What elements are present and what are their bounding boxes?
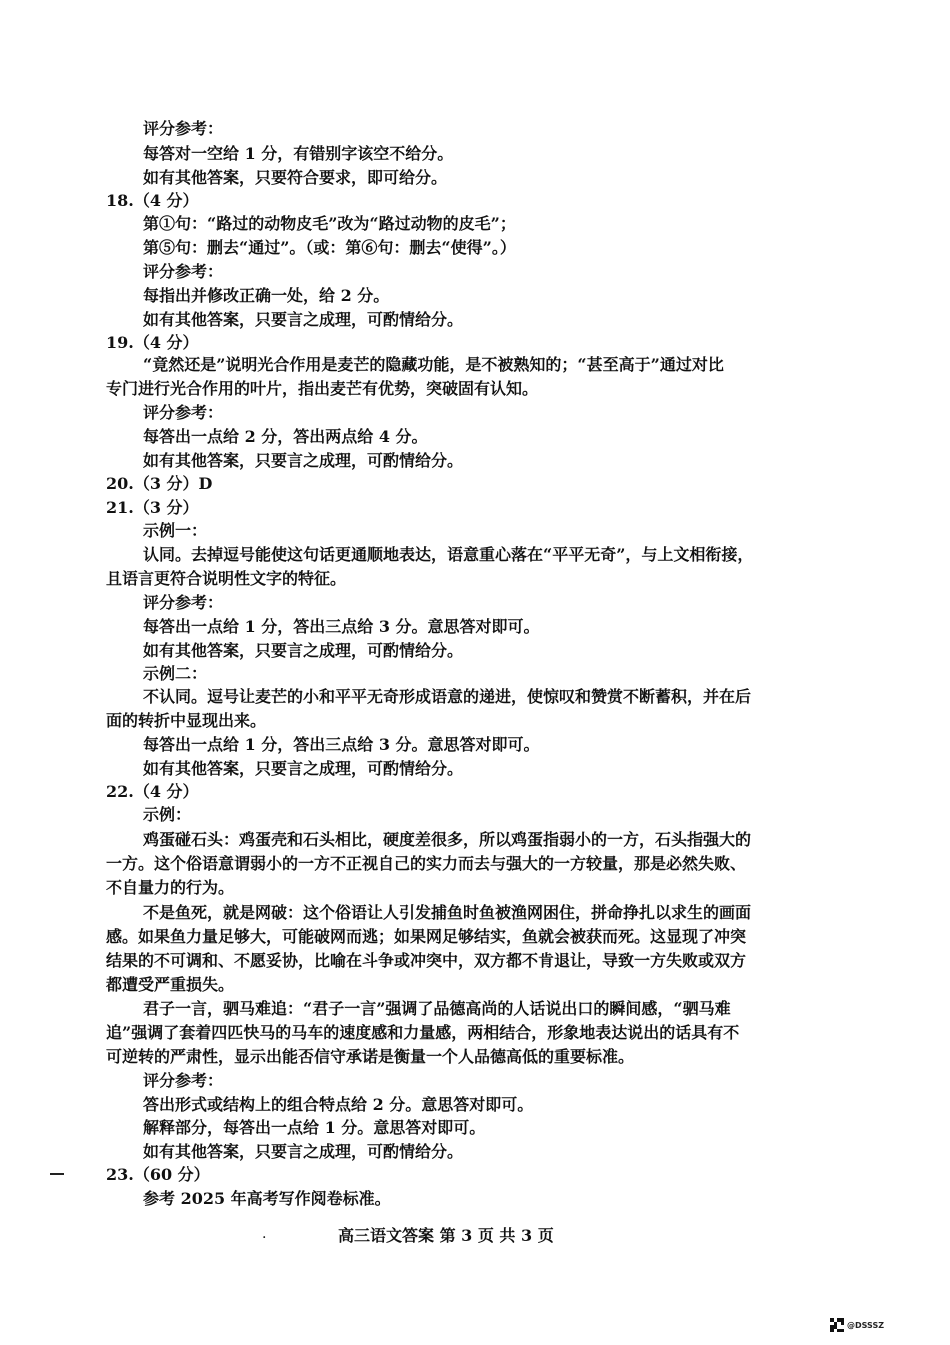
text-line: 如有其他答案，只要言之成理，可酌情给分。 [143,759,464,778]
text-line: 21.（3 分） [106,498,199,517]
text-line: 如有其他答案，只要言之成理，可酌情给分。 [143,1142,464,1161]
text-line: 每答对一空给 1 分，有错别字该空不给分。 [143,144,454,163]
watermark [830,1318,884,1332]
text-line: 不自量力的行为。 [106,878,235,897]
text-line: 认同。去掉逗号能使这句话更通顺地表达，语意重心落在“平平无奇”，与上文相衔接， [143,545,754,564]
text-line: 示例一： [143,521,208,540]
text-line: 每答出一点给 1 分，答出三点给 3 分。意思答对即可。 [143,617,540,636]
text-line: 感。如果鱼力量足够大，可能破网而逃；如果网足够结实，鱼就会被获而死。这显现了冲突 [106,927,747,946]
page-footer: 高三语文答案 第 3 页 共 3 页 [338,1226,554,1245]
text-line: 解释部分，每答出一点给 1 分。意思答对即可。 [143,1118,486,1137]
text-line: 且语言更符合说明性文字的特征。 [106,569,347,588]
text-line: 23.（60 分） [106,1165,210,1184]
text-line: 18.（4 分） [106,191,199,210]
text-line: 如有其他答案，只要符合要求，即可给分。 [143,168,448,187]
text-line: 评分参考： [143,262,224,281]
text-line: 结果的不可调和、不愿妥协，比喻在斗争或冲突中，双方都不肯退让，导致一方失败或双方 [106,951,747,970]
text-line: 评分参考： [143,403,224,422]
text-line: 示例： [143,805,192,824]
text-line: 不认同。逗号让麦芒的小和平平无奇形成语意的递进，使惊叹和赞赏不断蓄积，并在后 [143,687,752,706]
text-line: 20.（3 分）D [106,474,213,493]
text-line: 答出形式或结构上的组合特点给 2 分。意思答对即可。 [143,1095,534,1114]
pen-mark-dash [50,1173,64,1175]
text-line: 评分参考： [143,593,224,612]
text-line: 评分参考： [143,119,224,138]
text-line: 一方。这个俗语意谓弱小的一方不正视自己的实力而去与强大的一方较量，那是必然失败、 [106,854,747,873]
text-line: 每答出一点给 1 分，答出三点给 3 分。意思答对即可。 [143,735,540,754]
text-line: 22.（4 分） [106,782,199,801]
text-line: 参考 2025 年高考写作阅卷标准。 [143,1189,391,1208]
text-line: 第⑤句：删去“通过”。（或：第⑥句：删去“使得”。） [143,238,516,257]
text-line: 每指出并修改正确一处，给 2 分。 [143,286,390,305]
text-line: 如有其他答案，只要言之成理，可酌情给分。 [143,310,464,329]
watermark-text: @DSSSZ [847,1320,885,1330]
text-line: “竟然还是”说明光合作用是麦芒的隐藏功能，是不被熟知的；“甚至高于”通过对比 [143,355,724,374]
text-line: 不是鱼死，就是网破：这个俗语让人引发捕鱼时鱼被渔网困住，拼命挣扎以求生的画面 [143,903,752,922]
text-line: 如有其他答案，只要言之成理，可酌情给分。 [143,641,464,660]
text-line: 第①句：“路过的动物皮毛”改为“路过动物的皮毛”； [143,214,516,233]
text-line: 专门进行光合作用的叶片，指出麦芒有优势，突破固有认知。 [106,379,539,398]
qr-code-icon [830,1318,844,1332]
text-line: 鸡蛋碰石头：鸡蛋壳和石头相比，硬度差很多，所以鸡蛋指弱小的一方，石头指强大的 [143,830,752,849]
text-line: 如有其他答案，只要言之成理，可酌情给分。 [143,451,464,470]
footer-dot: . [262,1226,267,1242]
text-line: 君子一言，驷马难追：“君子一言”强调了品德高尚的人话说出口的瞬间感，“驷马难 [143,999,731,1018]
text-line: 评分参考： [143,1071,224,1090]
text-line: 追”强调了套着四匹快马的马车的速度感和力量感，两相结合，形象地表达说出的话具有不 [106,1023,740,1042]
text-line: 可逆转的严肃性，显示出能否信守承诺是衡量一个人品德高低的重要标准。 [106,1047,635,1066]
text-line: 示例二： [143,664,208,683]
text-line: 每答出一点给 2 分，答出两点给 4 分。 [143,427,428,446]
text-line: 都遭受严重损失。 [106,975,235,994]
text-line: 面的转折中显现出来。 [106,711,267,730]
text-line: 19.（4 分） [106,333,199,352]
